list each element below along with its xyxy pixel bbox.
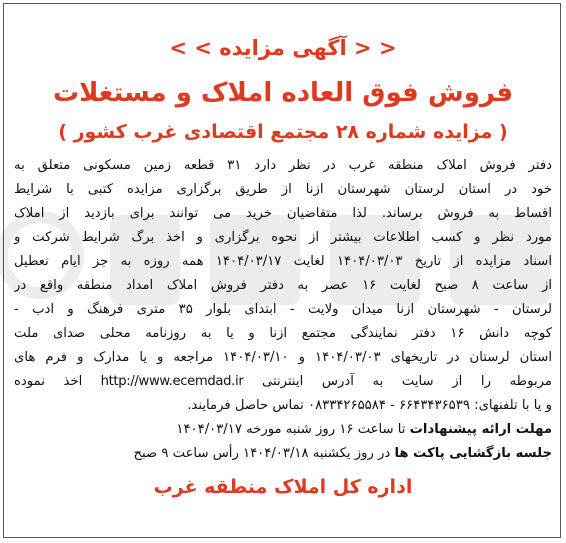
notice-header-small: < < آگهی مزایده > > bbox=[169, 36, 397, 60]
notice-subtitle: ( مزایده شماره ۲۸ مجتمع اقتصادی غرب کشور ) bbox=[58, 121, 508, 143]
body-line: دفتر فروش املاک منطقه غرب در نظر دارد ۳۱ قطعه زمین مسکونی متعلق به bbox=[14, 158, 552, 173]
body-line: از ساعت ۸ صبح لغایت ۱۶ عصر به دفتر فروش املاک امداد منطقه واقع در bbox=[14, 278, 552, 293]
notice-footer: اداره کل املاک منطقه غرب bbox=[153, 476, 413, 498]
opening-line bbox=[14, 442, 552, 466]
body-line: خود در استان لرستان شهرستان ازنا از طریق برگزاری مزایده کتبی با شرایط bbox=[14, 182, 552, 197]
opening-label: جلسه بازگشایی پاکت ها bbox=[394, 446, 552, 461]
body-line: مورد نظر و کسب اطلاعات بیشتر از نحوه برگزاری و اخذ برگ شرایط شرکت و bbox=[14, 230, 552, 245]
deadline-line bbox=[14, 418, 552, 442]
deadline-label: مهلت ارائه پیشنهادات bbox=[409, 422, 552, 437]
opening-text: در روز یکشنبه ۱۴۰۴/۰۳/۱۸ رأس ساعت ۹ صبح bbox=[133, 446, 395, 461]
body-line: لرستان - شهرستان ازنا میدان ولایت - ابتدای بلوار ۳۵ متری فرهنگ و ادب - bbox=[14, 302, 552, 317]
body-line: استان لرستان در تاریخهای ۱۴۰۴/۰۳/۰۳ و ۱۴۰۴/۰۳/۱۰ مراجعه و یا مدارک و فرم های bbox=[14, 350, 552, 365]
body-line: مربوطه را از سایت به آدرس اینترنتی http://www.ecemdad.ir اخذ نموده bbox=[14, 374, 552, 389]
body-line: اسناد مزایده از تاریخ ۱۴۰۴/۰۳/۰۳ لغایت ۱۴۰۴/۰۳/۱۷ همه روزه به جز ایام تعطیل bbox=[14, 254, 552, 269]
phone-line: و یا با تلفنهای: ۶۶۴۳۴۳۶۵۳۹ - ۰۸۳۳۴۲۶۵۵۸۴ تماس حاصل فرمایند. bbox=[187, 398, 552, 413]
notice-title: فروش فوق العاده املاک و مستغلات bbox=[52, 78, 514, 108]
body-line: اقساط به فروش برساند. لذا متقاضیان خرید می توانند برای بازدید از املاک bbox=[14, 206, 552, 221]
deadline-text: تا ساعت ۱۶ روز شنبه مورخه ۱۴۰۴/۰۳/۱۷ bbox=[176, 422, 410, 437]
body-line: کوچه دانش ۱۶ دفتر نمایندگی مجتمع ازنا و یا به روزنامه محلی صدای ملت bbox=[14, 326, 552, 341]
